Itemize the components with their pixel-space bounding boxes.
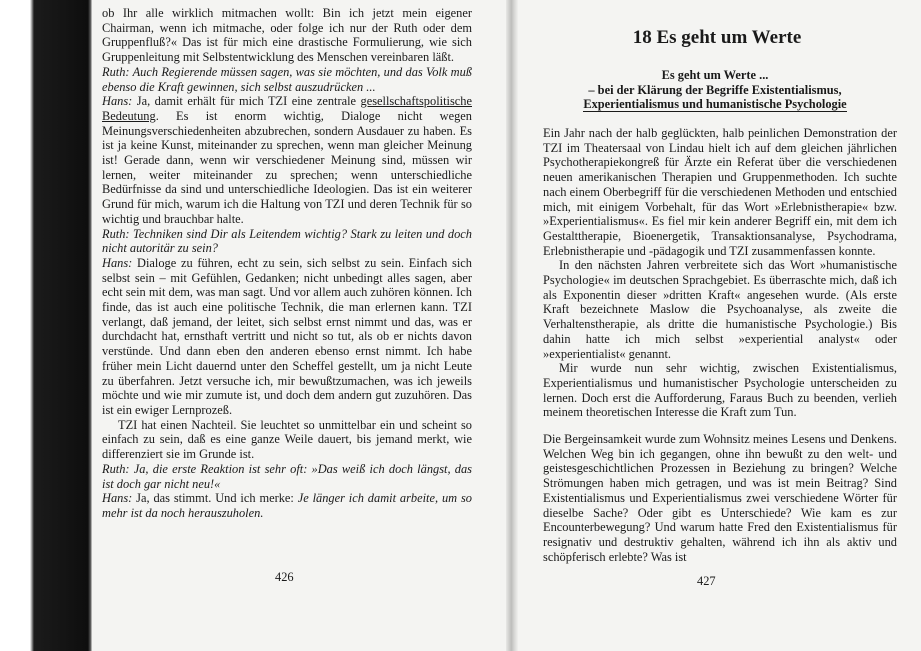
right-page: [525, 0, 915, 651]
italic-text: Hans:: [102, 491, 133, 506]
page-number-right: 427: [697, 574, 716, 588]
subtitle-line: Experientialismus und humanistische Psychologie: [583, 97, 847, 112]
chapter-title: 18 Es geht um Werte: [632, 27, 802, 48]
paragraph: [102, 65, 472, 94]
text-span: Ja, damit erhält für mich TZI eine zentrale: [132, 94, 361, 109]
text-span: Die Bergeinsamkeit wurde zum Wohnsitz meines Lesens und Denkens. Welchen Weg bin ich gegangen, ohne ihn bewußt zu den welt- und geistesgeschichtlichen Prozessen in Beziehung zu bringen? Welche Strömungen haben mich getragen, und was ist mein Beitrag? Sind Existentialismus und Experientialismus zwei verschiedene Wörter für dieselbe Sache? Oder gibt es Unterschiede? Wie kam es zur Encounterbewegung? Und warum hatte Fred den Existentialismus für resignativ und destruktiv gehalten, während ich ihn als aktiv und schöpferisch erlebte? Was ist: [543, 432, 897, 564]
paragraph: [543, 361, 897, 420]
italic-text: Ruth: Auch Regierende müssen sagen, was sie möchten, und das Volk muß ebenso die Kraft gewinnen, sich selbst auszudrücken ...: [102, 64, 472, 94]
text-span: Mir wurde nun sehr wichtig, zwischen Existentialismus, Experientialismus und humanistischer Psychologie unterscheiden zu lernen. Doch erst die Aufforderung, Faraus Buch zu beenden, verlieh meinem theoretischen Interesse die Kraft zum Tun.: [543, 361, 897, 420]
paragraph: [102, 94, 472, 226]
paragraph: [543, 126, 897, 258]
italic-text: Hans:: [102, 94, 133, 109]
italic-text: Je länger ich damit arbeite, um so mehr ist da noch herauszuholen.: [102, 491, 472, 520]
scan-edge-shadow: [0, 0, 92, 651]
right-text-block-2: [543, 432, 897, 564]
text-span: Ein Jahr nach der halb geglückten, halb peinlichen Demonstration der TZI im Theatersaal von Lindau hielt ich auf dem gleichen jährlichen Psychotherapiekongreß für Ärzte ein Referat über die verschiedenen neuen amerikanischen Therapien und Gruppenmethoden. Ich suchte nach einem Oberbegriff für die verschiedenen Methoden und entschied mich, mit einigem Vorbehalt, für das Wort »Erlebnistherapie« bzw. »Experientialismus«. Es fiel mir kein anderer Begriff ein, mit dem ich Gestalttherapie, Bioenergetik, Transaktionsanalyse, Psychodrama, Erlebnistherapie und -pädagogik und TZI zusammenfassen konnte.: [543, 126, 897, 258]
paragraph: [102, 491, 472, 520]
left-text-column: [102, 6, 472, 521]
right-text-block-1: [543, 126, 897, 420]
text-span: In den nächsten Jahren verbreitete sich das Wort »humanistische Psychologie« im deutschen Sprachgebiet. Es überraschte mich, daß ich als Exponentin dieser »dritten Kraft« angesehen wurde. (Als erste Kraft bezeichnete Maslow die Psychoanalyse, als zweite die Verhaltenstherapie, als dritte die humanistische Psychologie.) Bis dahin hatte ich mich selbst »experiential analyst« oder »experientialist« genannt.: [543, 258, 897, 361]
paragraph: [543, 258, 897, 361]
subtitle-line: Es geht um Werte ...: [661, 68, 769, 82]
paragraph: [102, 227, 472, 256]
text-span: ob Ihr alle wirklich mitmachen wollt: Bin ich jetzt mein eigener Chairman, wenn ich mitmache, oder folge ich nur der Ruth oder dem Gruppenfluß?« Das ist für mich eine drastische Formulierung, wie sich Gruppenleitung mit Selbstentwicklung des Menschen vereinbaren läßt.: [102, 6, 472, 65]
left-page: [102, 0, 502, 651]
text-span: . Es ist enorm wichtig, Dialoge nicht wegen Meinungsverschiedenheiten abzubrechen, sondern Ausdauer zu haben. Es ist ja keine Kunst, miteinander zu sprechen, wenn man gleicher Meinung ist! Gerade dann, wenn wir verschiedener Meinung sind, müssen wir lernen, weiter miteinander zu sprechen; wenn unterschiedliche Bedürfnisse da sind und unterschiedliche Ideologien. Das ist ein weiterer Grund für mich, warum ich die Haltung von TZI und deren Technik für so wichtig und brauchbar halte.: [102, 108, 472, 226]
paragraph: [102, 418, 472, 462]
page-number-left: 426: [275, 570, 294, 584]
text-span: Ja, das stimmt. Und ich merke:: [132, 491, 298, 506]
text-span: TZI hat einen Nachteil. Sie leuchtet so unmittelbar ein und scheint so einfach zu sein, daß es eine ganze Weile dauert, bis jemand merkt, wie differenziert sie im Grunde ist.: [102, 417, 472, 462]
underlined-text: gesellschaftspolitische Bedeutung: [102, 94, 472, 123]
italic-text: Hans:: [102, 255, 133, 270]
text-span: Dialoge zu führen, echt zu sein, sich selbst zu sein. Einfach sich selbst sein – mit Gefühlen, Gedanken; nicht unbedingt alles sagen, aber echt sein mit dem, was man sagt. Und vor allem auch zuhören können. Ich finde, das ist auch eine politische Technik, die man erlernen kann. TZI verlangt, daß jemand, der leitet, sich selbst ernst nimmt und das, was er durchdacht hat, ernsthaft vertritt und nicht so tut, als ob er nichts davon verstünde. Und dann eben den anderen ebenso ernst nimmt. Ich habe früher mein Licht dauernd unter den Scheffel gestellt, um ja nicht Leute zu überfahren. Jetzt versuche ich, mir bewußtzumachen, was ich jeweils möchte und wie mir zumute ist, und doch dem andern gut zuzuhören. Das ist ein ewiger Lernprozeß.: [102, 255, 472, 417]
paragraph: [102, 462, 472, 491]
italic-text: Ruth: Techniken sind Dir als Leitendem wichtig? Stark zu leiten und doch nicht autoritär zu sein?: [102, 226, 472, 256]
book-gutter: [506, 0, 518, 651]
italic-text: Ruth: Ja, die erste Reaktion ist sehr oft: »Das weiß ich doch längst, das ist doch gar nicht neu!«: [102, 461, 472, 491]
paragraph: [102, 6, 472, 65]
subtitle-line: – bei der Klärung der Begriffe Existentialismus,: [588, 82, 842, 97]
paragraph: [102, 256, 472, 418]
paragraph: [543, 432, 897, 564]
chapter-subtitle: [565, 68, 865, 112]
